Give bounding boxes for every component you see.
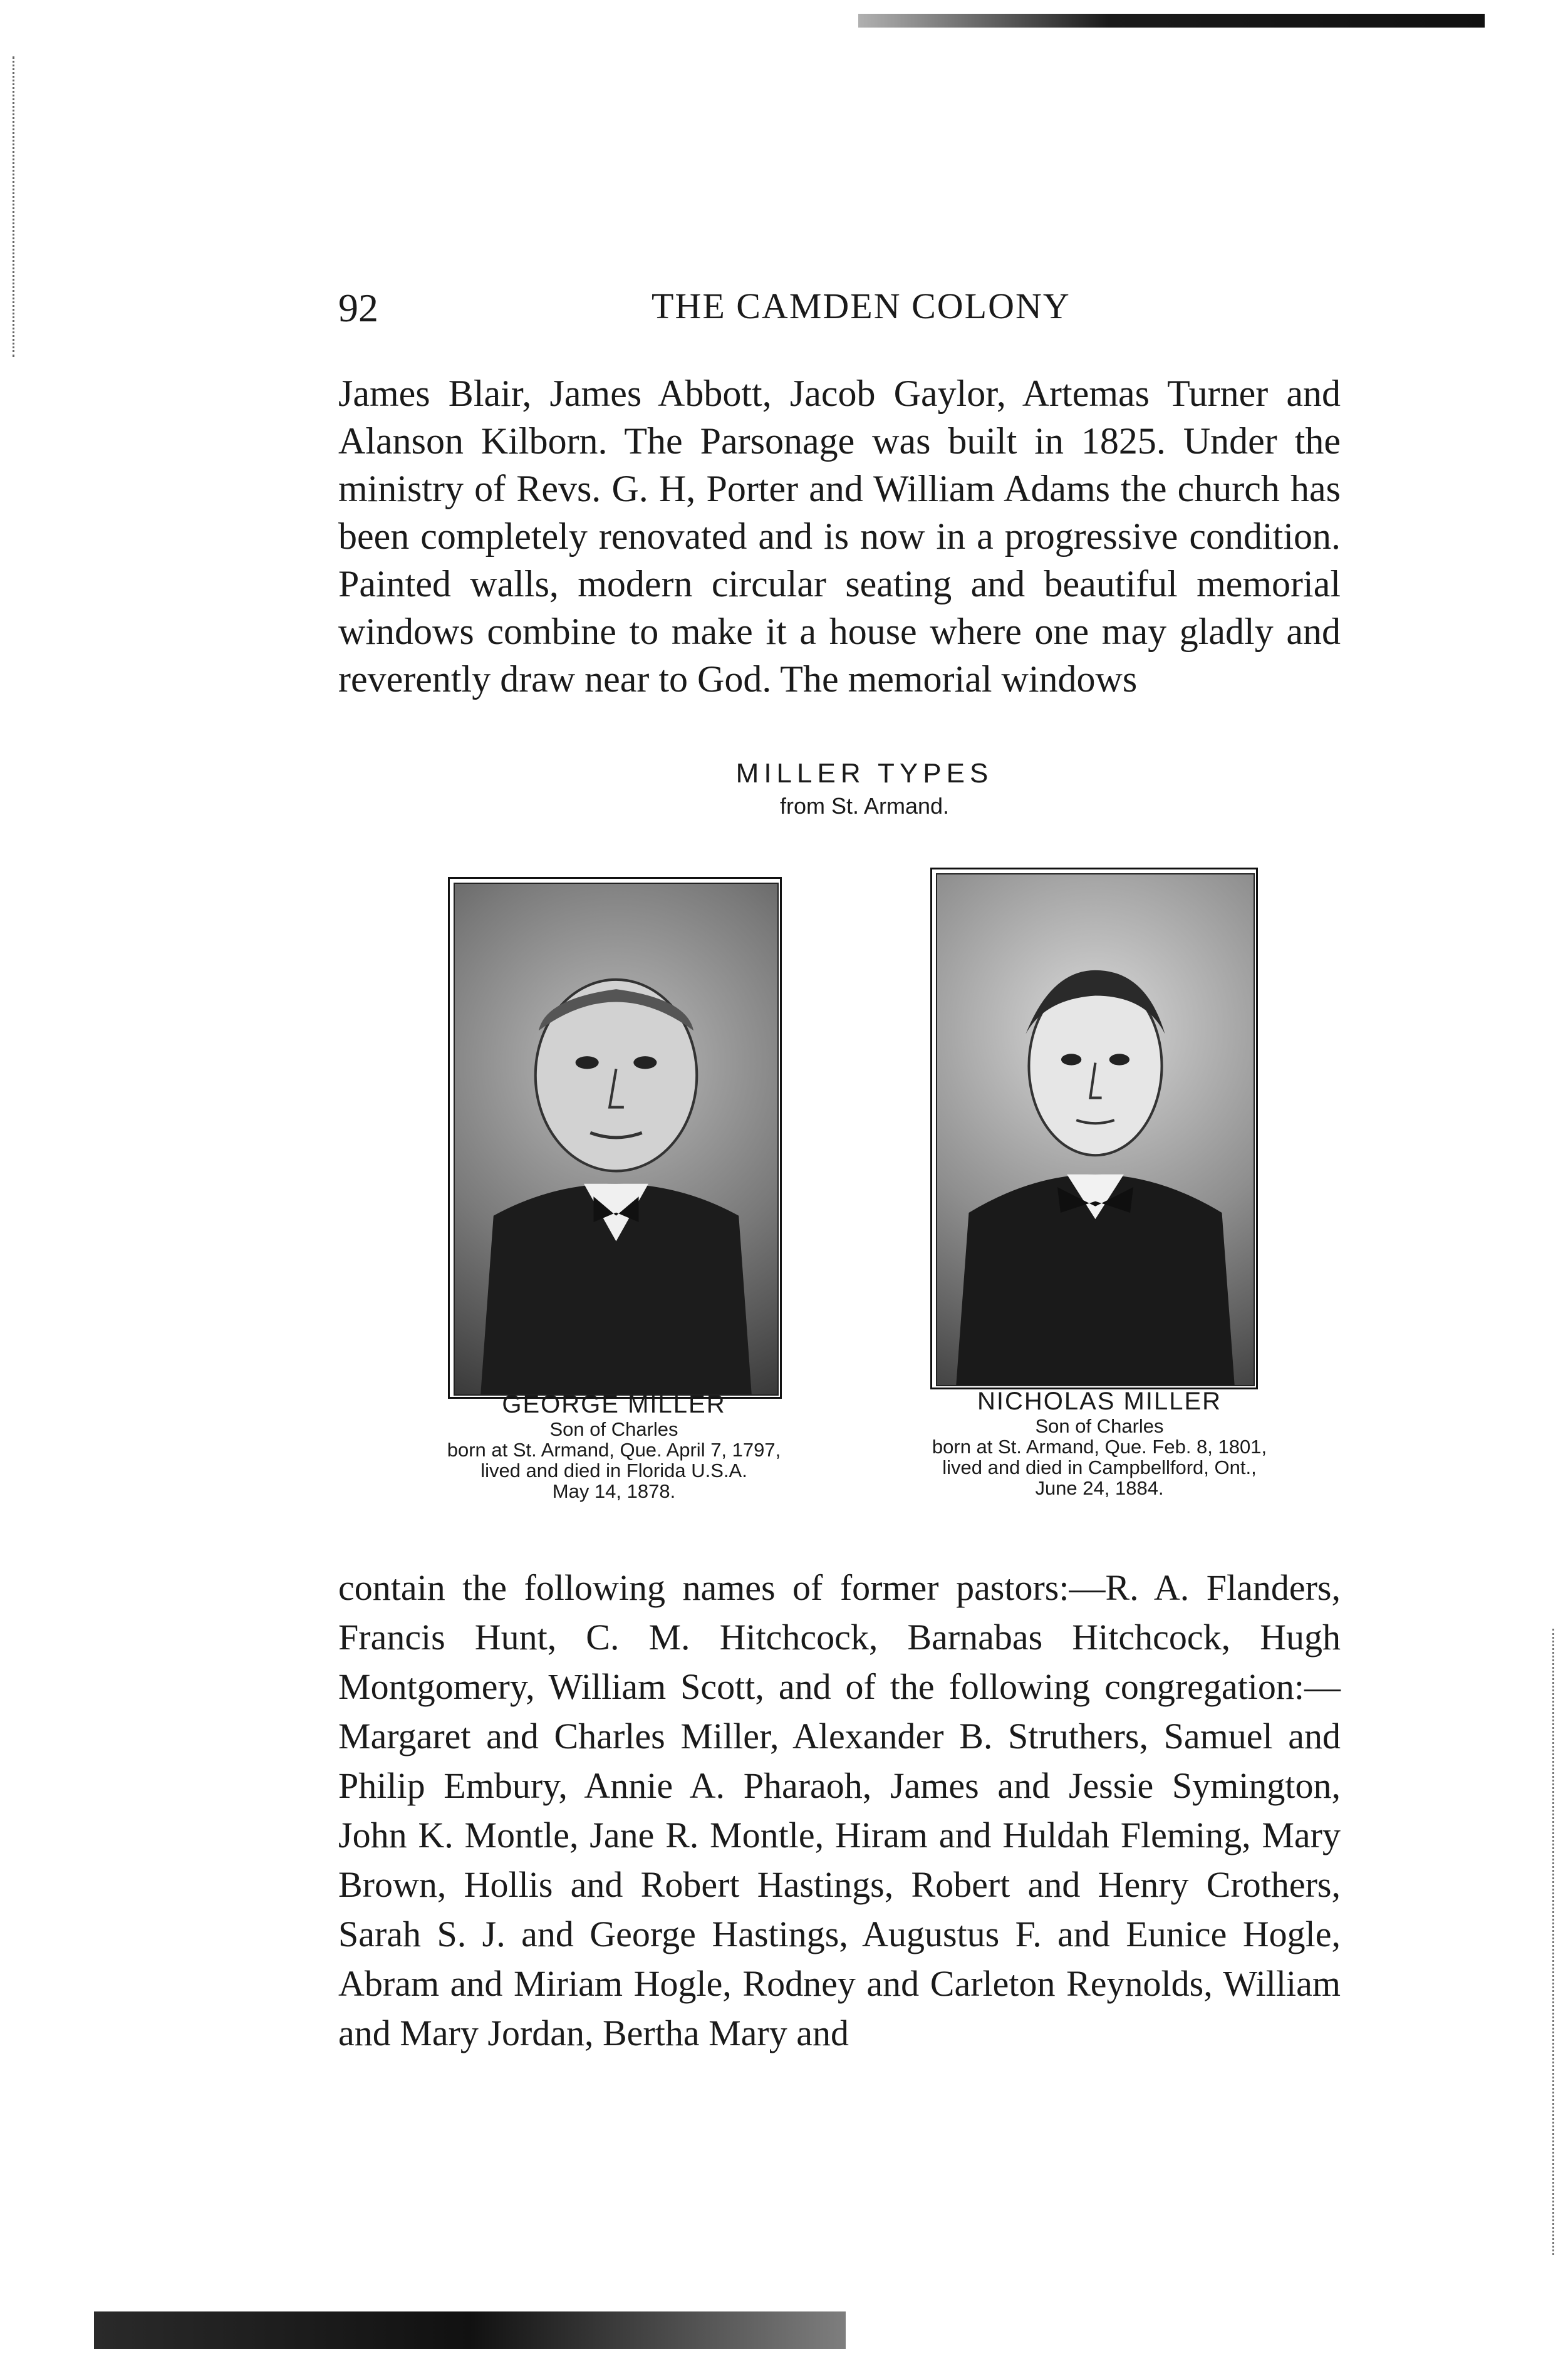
caption-nicholas-miller [874, 1388, 1325, 1498]
body-paragraph-bottom: contain the following names of former pastors:—R. A. Flanders, Francis Hunt, C. M. Hitchcock, Barnabas Hitchcock, Hugh Montgomery, William Scott, and of the following congregation:—Margaret and Charles Miller, Alexander B. Struthers, Samuel and Philip Embury, Annie A. Pharaoh, James and Jessie Symington, John K. Montle, Jane R. Montle, Hiram and Huldah Fleming, Mary Brown, Hollis and Robert Hastings, Robert and Henry Crothers, Sarah S. J. and George Hastings, Augustus F. and Eunice Hogle, Abram and Miriam Hogle, Rodney and Carleton Reynolds, William and Mary Jordan, Bertha Mary and [338, 1567, 1341, 2053]
portrait-figure-right [937, 874, 1254, 1385]
caption-name: GEORGE MILLER [502, 1391, 726, 1418]
portrait-photo-right [936, 873, 1255, 1386]
page-header [338, 285, 1341, 341]
scan-edge-bottom [94, 2311, 846, 2349]
portrait-photo-left [454, 883, 779, 1396]
caption-line: Son of Charles [549, 1418, 678, 1440]
page-number: 92 [338, 286, 378, 330]
caption-line: born at St. Armand, Que. Feb. 8, 1801, [932, 1436, 1267, 1458]
caption-line: June 24, 1884. [1035, 1477, 1164, 1499]
caption-george-miller [382, 1391, 846, 1502]
body-paragraph-top: James Blair, James Abbott, Jacob Gaylor, Artemas Turner and Alanson Kilborn. The Parsonage was built in 1825. Under the ministry of Revs. G. H, Porter and William Adams the church has been completely renovated and is now in a progressive condition. Painted walls, modern circular seating and beautiful memorial windows combine to make it a house where one may gladly and reverently draw near to God. The memorial windows [338, 373, 1341, 700]
scan-edge-top [858, 14, 1485, 28]
plate-title-main: MILLER TYPES [735, 758, 994, 789]
caption-line: lived and died in Florida U.S.A. [480, 1460, 747, 1481]
portrait-nicholas-miller [930, 868, 1258, 1389]
plate-title-sub: from St. Armand. [779, 793, 950, 819]
portrait-figure-left [455, 884, 777, 1394]
caption-line: born at St. Armand, Que. April 7, 1797, [447, 1439, 781, 1461]
caption-name: NICHOLAS MILLER [977, 1388, 1222, 1415]
portrait-george-miller [448, 877, 782, 1399]
scan-edge-right [1552, 1629, 1556, 2255]
caption-line: Son of Charles [1035, 1415, 1164, 1437]
plate-title [652, 758, 1077, 819]
caption-line: May 14, 1878. [552, 1480, 676, 1502]
running-head: THE CAMDEN COLONY [652, 286, 1071, 326]
caption-line: lived and died in Campbellford, Ont., [942, 1456, 1257, 1478]
scan-edge-left [13, 56, 16, 357]
